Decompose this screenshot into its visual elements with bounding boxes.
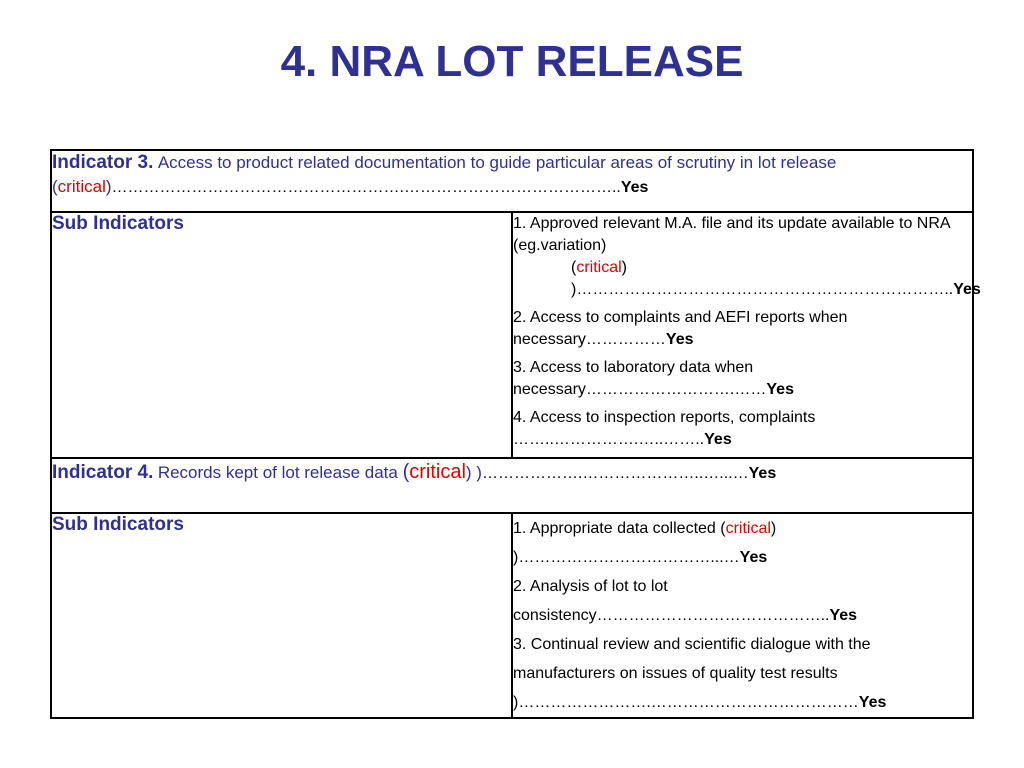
sub1-item-1-open: ( — [571, 259, 577, 276]
sub2-item-2 — [513, 572, 972, 630]
sub1-item-2 — [513, 307, 972, 351]
sub1-item-2-text: 2. Access to complaints and AEFI reports when necessary — [513, 309, 848, 348]
sub2-item-3-yes: Yes — [858, 694, 887, 711]
sub2-item-1 — [513, 514, 972, 572]
sub-indicators-1-row — [51, 212, 973, 458]
sub2-item-3-text: 3. Continual review and scientific dialogue with the manufacturers on issues of quality test results ) — [513, 636, 871, 711]
indicator3-critical: critical — [57, 177, 106, 196]
indicator4-dots: ……………….…………………..…...… — [481, 465, 749, 482]
sub1-item-1-dots: …………………………………………………………….. — [576, 281, 954, 298]
sub2-item-1-critical: critical — [725, 520, 771, 537]
indicator4-row — [51, 458, 973, 513]
indicator3-text: Access to product related documentation to guide particular areas of scrutiny in lot release ( — [52, 153, 837, 196]
sub1-item-1-close: ) ) — [571, 259, 627, 298]
sub1-item-3-yes: Yes — [766, 381, 794, 398]
sub1-item-3 — [513, 357, 972, 401]
sub1-item-1-critical: critical — [576, 259, 622, 276]
sub2-item-1-text: 1. Appropriate data collected ( — [513, 520, 726, 537]
indicator4-yes: Yes — [748, 465, 777, 482]
indicator4-close: ) ) — [465, 463, 482, 482]
sub-indicators-1-label-cell — [51, 212, 512, 458]
sub1-item-2-dots: …………… — [585, 331, 666, 348]
sub2-item-2-dots: …………………………………….. — [596, 607, 830, 624]
sub1-item-3-dots: ……………………….…… — [585, 381, 767, 398]
sub1-item-4 — [513, 407, 972, 451]
sub1-item-3-text: 3. Access to laboratory data when necessary — [513, 359, 754, 398]
sub1-item-1-yes: Yes — [953, 281, 981, 298]
indicator3-row — [51, 150, 973, 212]
indicator3-close: ) — [105, 177, 112, 196]
sub1-item-4-yes: Yes — [704, 431, 732, 448]
sub2-item-3 — [513, 630, 972, 717]
sub1-item-1 — [513, 213, 981, 301]
sub1-item-4-text: 4. Access to inspection reports, complaints — [513, 409, 816, 426]
indicator4-critical: critical — [409, 461, 466, 483]
sub-indicators-2-content — [512, 513, 973, 718]
sub1-item-2-yes: Yes — [665, 331, 694, 348]
sub2-item-2-yes: Yes — [829, 607, 858, 624]
sub2-item-3-dots: …………………….………………………………… — [518, 694, 859, 711]
indicator4-open: ( — [402, 461, 410, 483]
indicator3-heading: Indicator 3. — [52, 152, 154, 173]
page-title: 4. NRA LOT RELEASE — [280, 37, 744, 86]
sub2-item-1-close: ) ) — [513, 520, 777, 566]
sub-indicators-2-label: Sub Indicators — [52, 514, 184, 535]
indicator3-cell — [51, 150, 973, 212]
indicator4-text: Records kept of lot release data — [157, 463, 403, 482]
sub1-item-1-text: 1. Approved relevant M.A. file and its update available to NRA (eg.variation) — [513, 215, 950, 254]
sub-indicators-2-label-cell — [51, 513, 512, 718]
indicator3-dots: ……………………………………………….………………………………….. — [111, 179, 621, 196]
sub-indicators-1-label: Sub Indicators — [52, 213, 184, 234]
sub2-item-2-text: 2. Analysis of lot to lot consistency — [513, 578, 668, 624]
sub2-item-1-yes: Yes — [739, 549, 768, 566]
indicator3-yes: Yes — [620, 179, 649, 196]
sub-indicators-1-content — [512, 212, 981, 458]
indicators-table — [50, 149, 981, 719]
indicator4-heading: Indicator 4. — [52, 462, 154, 483]
indicator4-cell — [51, 458, 973, 513]
sub1-item-4-dots: ……..…………….…..…….. — [513, 431, 705, 448]
sub2-item-1-dots: ………………………………...… — [518, 549, 740, 566]
sub-indicators-2-row — [51, 513, 973, 718]
